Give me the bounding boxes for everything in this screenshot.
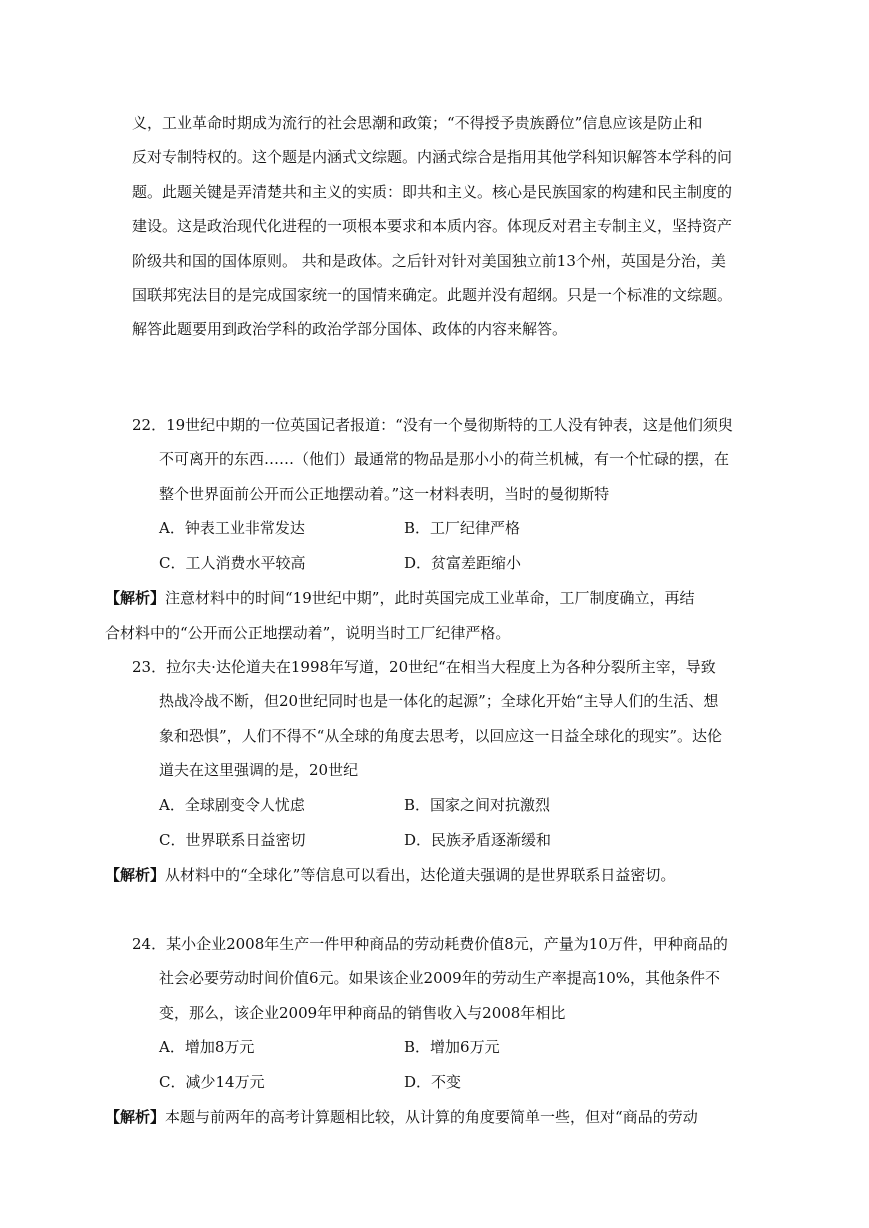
question-stem-line: 整个世界面前公开而公正地摆动着。”这一材料表明，当时的曼彻斯特 (159, 484, 610, 503)
question-stem-line: 22．19世纪中期的一位英国记者报道：“没有一个曼彻斯特的工人没有钟表，这是他们须臾 (132, 416, 733, 434)
option-c: C．工人消费水平较高 (159, 554, 306, 573)
option-a: A．钟表工业非常发达 (159, 519, 305, 538)
option-a: A．增加8万元 (159, 1038, 255, 1057)
intro-line: 阶级共和国的国体原则。 共和是政体。之后针对针对美国独立前13个州，英国是分治，美 (132, 251, 726, 270)
question-stem-line: 不可离开的东西……（他们）最通常的物品是那小小的荷兰机械，有一个忙碌的摆，在 (159, 450, 730, 469)
analysis-tag: 【解析】 (105, 865, 166, 884)
question-22 (105, 408, 742, 650)
option-c: C．减少14万元 (159, 1073, 265, 1092)
question-stem-line: 变，那么，该企业2009年甲种商品的销售收入与2008年相比 (159, 1003, 566, 1022)
option-d: D．贫富差距缩小 (404, 554, 522, 573)
option-b: B．国家之间对抗激烈 (404, 795, 551, 814)
option-a: A．全球剧变令人忧虑 (159, 795, 305, 814)
analysis-line (105, 1100, 742, 1134)
options-block (132, 511, 742, 581)
intro-line: 义，工业革命时期成为流行的社会思潮和政策；“不得授予贵族爵位”信息应该是防止和 (132, 114, 703, 132)
question-stem-line: 道夫在这里强调的是，20世纪 (159, 761, 359, 780)
intro-line: 解答此题要用到政治学科的政治学部分国体、政体的内容来解答。 (132, 320, 568, 339)
intro-line: 反对专制特权的。这个题是内涵式文综题。内涵式综合是指用其他学科知识解答本学科的问 (132, 148, 733, 167)
question-stem-line: 象和恐惧”，人们不得不“从全球的角度去思考，以回应这一日益全球化的现实”。达伦 (159, 726, 723, 745)
analysis-line (105, 581, 742, 615)
question-23 (105, 650, 742, 892)
analysis-text: 本题与前两年的高考计算题相比较，从计算的角度要简单一些，但对“商品的劳动 (165, 1108, 698, 1127)
analysis-tag: 【解析】 (105, 1108, 166, 1127)
question-stem-line: 23．拉尔夫·达伦道夫在1998年写道，20世纪“在相当大程度上为各种分裂所主宰，导致 (132, 658, 716, 676)
question-24 (105, 927, 742, 1135)
intro-line: 国联邦宪法目的是完成国家统一的国情来确定。此题并没有超纲。只是一个标准的文综题。 (132, 286, 733, 305)
intro-line: 建设。这是政治现代化进程的一项根本要求和本质内容。体现反对君主专制主义，坚持资产 (132, 217, 733, 236)
options-block (132, 788, 742, 858)
intro-paragraph (132, 106, 742, 347)
options-block (132, 1030, 742, 1100)
analysis-line (105, 858, 742, 892)
analysis-line: 合材料中的“公开而公正地摆动着”，说明当时工厂纪律严格。 (105, 623, 511, 642)
option-d: D．不变 (404, 1073, 462, 1092)
analysis-text: 注意材料中的时间“19世纪中期”，此时英国完成工业革命，工厂制度确立，再结 (165, 589, 695, 608)
intro-line: 题。此题关键是弄清楚共和主义的实质：即共和主义。核心是民族国家的构建和民主制度的 (132, 182, 733, 201)
question-stem-line: 热战冷战不断，但20世纪同时也是一体化的起源”；全球化开始“主导人们的生活、想 (159, 692, 719, 711)
option-b: B．增加6万元 (404, 1038, 500, 1057)
analysis-text: 从材料中的“全球化”等信息可以看出，达伦道夫强调的是世界联系日益密切。 (165, 865, 676, 884)
option-c: C．世界联系日益密切 (159, 830, 306, 849)
option-d: D．民族矛盾逐渐缓和 (404, 830, 552, 849)
option-b: B．工厂纪律严格 (404, 519, 521, 538)
analysis-tag: 【解析】 (105, 589, 166, 608)
question-stem-line: 24．某小企业2008年生产一件甲种商品的劳动耗费价值8元，产量为10万件，甲种商品的 (132, 935, 728, 953)
question-stem-line: 社会必要劳动时间价值6元。如果该企业2009年的劳动生产率提高10%，其他条件不 (159, 969, 721, 988)
